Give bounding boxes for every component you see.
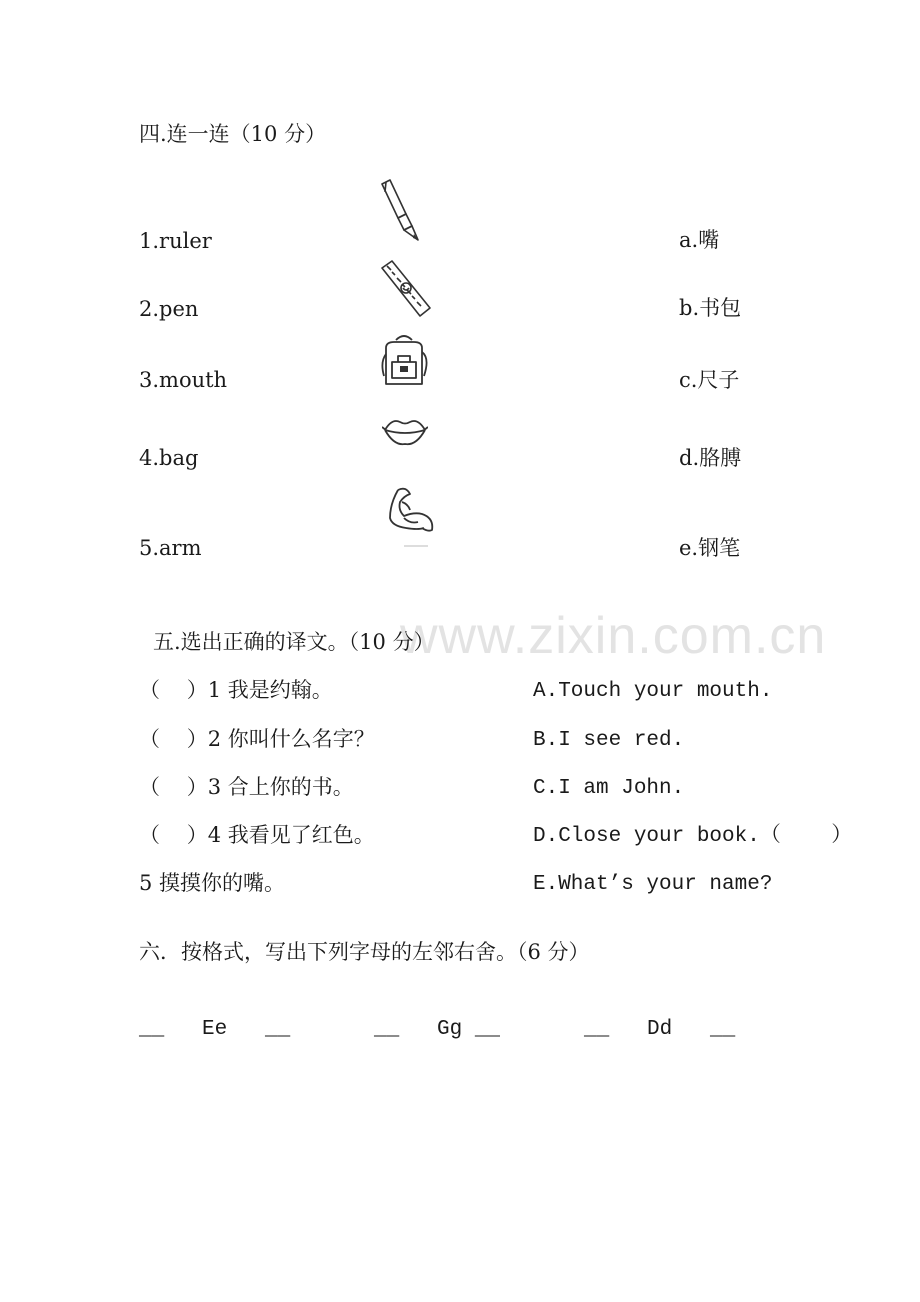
question-item: 5 摸摸你的嘴。	[139, 871, 286, 895]
meaning-item: b.书包	[679, 296, 742, 320]
meaning-item: a.嘴	[679, 228, 720, 252]
letter-group: __ Ee __	[139, 1018, 291, 1041]
option-item: E.What’s your name?	[533, 873, 773, 896]
arm-icon	[384, 484, 446, 558]
question-item: （ ）2 你叫什么名字？	[139, 727, 375, 751]
meaning-item: e.钢笔	[679, 536, 741, 560]
option-item: B.I see red.	[533, 729, 685, 752]
meaning-item: d.胳膊	[679, 446, 742, 470]
section4-title: 四.连一连（10 分）	[139, 122, 327, 146]
section5-title: 五.选出正确的译文。（10 分）	[153, 630, 435, 654]
meaning-item: c.尺子	[679, 368, 740, 392]
pen-icon	[376, 178, 424, 244]
letter-group: __ Dd __	[584, 1018, 736, 1041]
question-item: （ ）4 我看见了红色。	[139, 823, 375, 847]
word-item: 3.mouth	[139, 368, 228, 392]
word-item: 1.ruler	[139, 229, 212, 253]
section6-title: 六．按格式，写出下列字母的左邻右舍。（6 分）	[139, 940, 590, 964]
word-item: 2.pen	[139, 297, 199, 321]
word-item: 5.arm	[139, 536, 202, 560]
word-item: 4.bag	[139, 446, 199, 470]
lips-icon	[382, 414, 428, 450]
question-item: （ ）3 合上你的书。	[139, 775, 354, 799]
backpack-icon	[380, 332, 430, 390]
letter-group: __ Gg __	[374, 1018, 501, 1041]
option-item: D.Close your book.（ ）	[533, 825, 853, 848]
option-item: C.I am John.	[533, 777, 685, 800]
option-item: A.Touch your mouth.	[533, 680, 773, 703]
question-item: （ ）1 我是约翰。	[139, 678, 333, 702]
watermark: www.zixin.com.cn	[400, 607, 827, 665]
ruler-icon	[378, 258, 434, 320]
